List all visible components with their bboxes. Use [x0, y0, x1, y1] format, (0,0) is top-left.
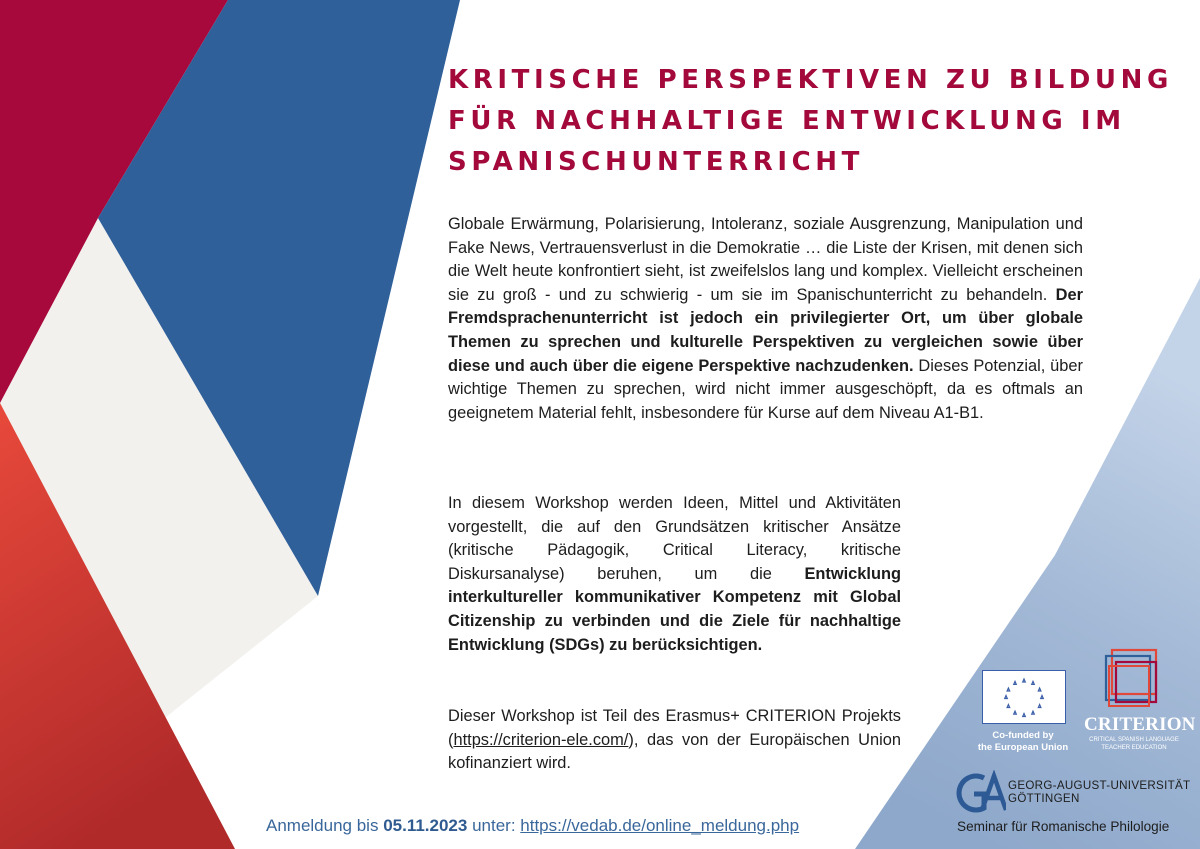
criterion-subtitle	[1080, 736, 1188, 752]
university-name	[1008, 779, 1190, 805]
university-name-line: GEORG-AUGUST-UNIVERSITÄT	[1008, 779, 1191, 792]
erasmus-tail-text: ), das von der Europäischen Union kofinanziert wird.	[448, 730, 901, 773]
criterion-subtitle-line: TEACHER EDUCATION	[1101, 745, 1167, 751]
ga-logo-icon	[954, 770, 1006, 814]
title-line: SPANISCHUNTERRICHT	[448, 147, 864, 177]
workshop-bold-text: Entwicklung interkultureller kommunikativer Kompetenz mit Global Citizenship zu verbinden und die Ziele für nachhaltige Entwicklung (SDGs) zu berücksichtigen.	[448, 564, 901, 654]
erasmus-paragraph	[448, 705, 901, 776]
erasmus-text: Dieser Workshop ist Teil des Erasmus+ CRITERION Projekts (	[448, 707, 901, 749]
registration-middle: unter:	[467, 816, 521, 835]
registration-prefix: Anmeldung bis	[266, 816, 384, 835]
seminar-name: Seminar für Romanische Philologie	[957, 819, 1170, 834]
workshop-text: In diesem Workshop werden Ideen, Mittel und Aktivitäten vorgestellt, die auf den Grundsätzen kritischer Ansätze (kritische Pädagogik, Critical Literacy, kritische Diskursanalyse) beruhen, um die	[448, 494, 901, 583]
workshop-paragraph	[448, 492, 901, 657]
page-title	[448, 60, 1173, 183]
eu-flag-icon	[982, 670, 1066, 724]
intro-paragraph	[448, 213, 1083, 425]
intro-text: Globale Erwärmung, Polarisierung, Intoleranz, soziale Ausgrenzung, Manipulation und Fake News, Vertrauensverlust in die Demokratie … die Liste der Krisen, mit denen sich die Welt heute konfrontiert sieht, ist zweifelslos lang und komplex. Vielleicht erscheinen sie zu groß - und zu schwierig - um sie im Spanischunterricht zu behandeln.	[448, 215, 1083, 304]
title-line: KRITISCHE PERSPEKTIVEN ZU BILDUNG	[448, 65, 1173, 95]
university-name-line: GÖTTINGEN	[1008, 792, 1080, 805]
intro-tail-text: Dieses Potenzial, über wichtige Themen zu sprechen, wird nicht immer ausgeschöpft, da es oftmals an geeignetem Material fehlt, insbesondere für Kurse auf dem Niveau A1-B1.	[448, 356, 1083, 422]
criterion-squares-icon	[1104, 648, 1162, 710]
criterion-subtitle-line: CRITICAL SPANISH LANGUAGE	[1089, 737, 1179, 743]
registration-line	[266, 816, 799, 836]
title-line: FÜR NACHHALTIGE ENTWICKLUNG IM	[448, 106, 1126, 136]
registration-date: 05.11.2023	[383, 816, 468, 835]
criterion-name: CRITERION	[1084, 714, 1196, 735]
criterion-link[interactable]: https://criterion-ele.com/	[453, 730, 629, 749]
eu-caption	[962, 730, 1084, 754]
registration-link[interactable]: https://vedab.de/online_meldung.php	[520, 816, 800, 835]
eu-caption-line: the European Union	[977, 742, 1069, 753]
intro-bold-text: Der Fremdsprachenunterricht ist jedoch ein privilegierter Ort, um über globale Themen zu sprechen und kulturelle Perspektiven zu vergleichen sowie über diese und auch über die eigene Perspektive nachzudenken.	[448, 285, 1083, 375]
eu-caption-line: Co-funded by	[992, 730, 1054, 741]
